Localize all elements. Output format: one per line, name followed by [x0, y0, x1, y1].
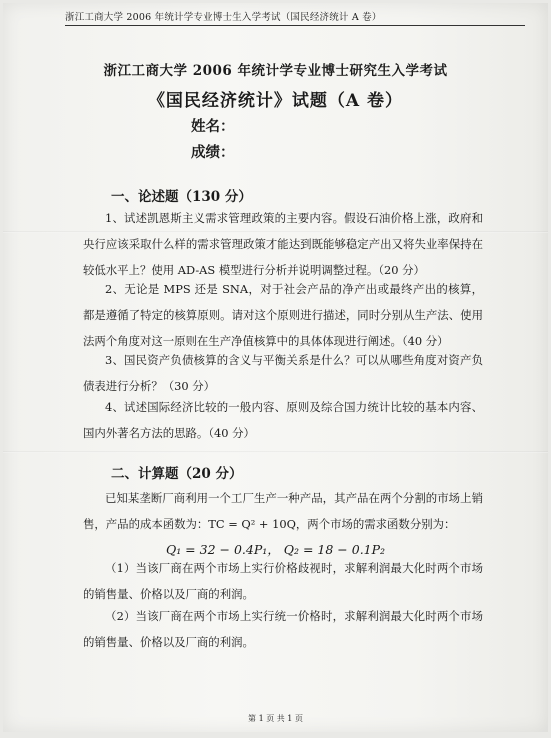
exam-subtitle: 《国民经济统计》试题（A 卷） — [147, 91, 404, 111]
calc-problem-intro: 已知某垄断厂商利用一个工厂生产一种产品，其产品在两个分割的市场上销售，产品的成本函数为：TC = Q² + 10Q，两个市场的需求函数分别为： — [83, 491, 483, 531]
section-heading-essay: 一、论述题（130 分） — [111, 189, 252, 205]
score-field-label: 成绩： — [191, 144, 235, 161]
exam-title: 浙江工商大学 2006 年统计学专业博士研究生入学考试 — [103, 63, 448, 79]
question-3: 3、国民资产负债核算的含义与平衡关系是什么？可以从哪些角度对资产负债表进行分析？（30 分） — [83, 353, 483, 393]
calc-item-2: （2）当该厂商在两个市场上实行统一价格时，求解利润最大化时两个市场的销售量、价格以及厂商的利润。 — [83, 609, 483, 649]
question-2: 2、无论是 MPS 还是 SNA，对于社会产品的净产出或最终产出的核算，都是遵循了特定的核算原则。请对这个原则进行描述，同时分别从生产法、使用法两个角度对这一原则在生产净值核算中的具体体现进行阐述。（40 分） — [83, 282, 483, 348]
paper-fold — [3, 451, 548, 453]
exam-page — [3, 3, 548, 732]
page-footer: 第 1 页 共 1 页 — [248, 714, 303, 723]
section-heading-calc: 二、计算题（20 分） — [111, 466, 243, 482]
question-4: 4、试述国际经济比较的一般内容、原则及综合国力统计比较的基本内容、国内外著名方法的思路。（40 分） — [83, 400, 483, 440]
name-field-label: 姓名： — [191, 118, 235, 135]
question-1: 1、试述凯恩斯主义需求管理政策的主要内容。假设石油价格上涨，政府和央行应该采取什么样的需求管理政策才能达到既能够稳定产出又将失业率保持在较低水平上？使用 AD-AS 模型进行分析并说明调整过程。（20 分） — [83, 211, 483, 277]
calc-item-1: （1）当该厂商在两个市场上实行价格歧视时，求解利润最大化时两个市场的销售量、价格以及厂商的利润。 — [83, 561, 483, 601]
demand-functions: Q₁ = 32 − 0.4P₁， Q₂ = 18 − 0.1P₂ — [165, 542, 386, 557]
page-header: 浙江工商大学 2006 年统计学专业博士生入学考试（国民经济统计 A 卷） — [65, 9, 525, 26]
